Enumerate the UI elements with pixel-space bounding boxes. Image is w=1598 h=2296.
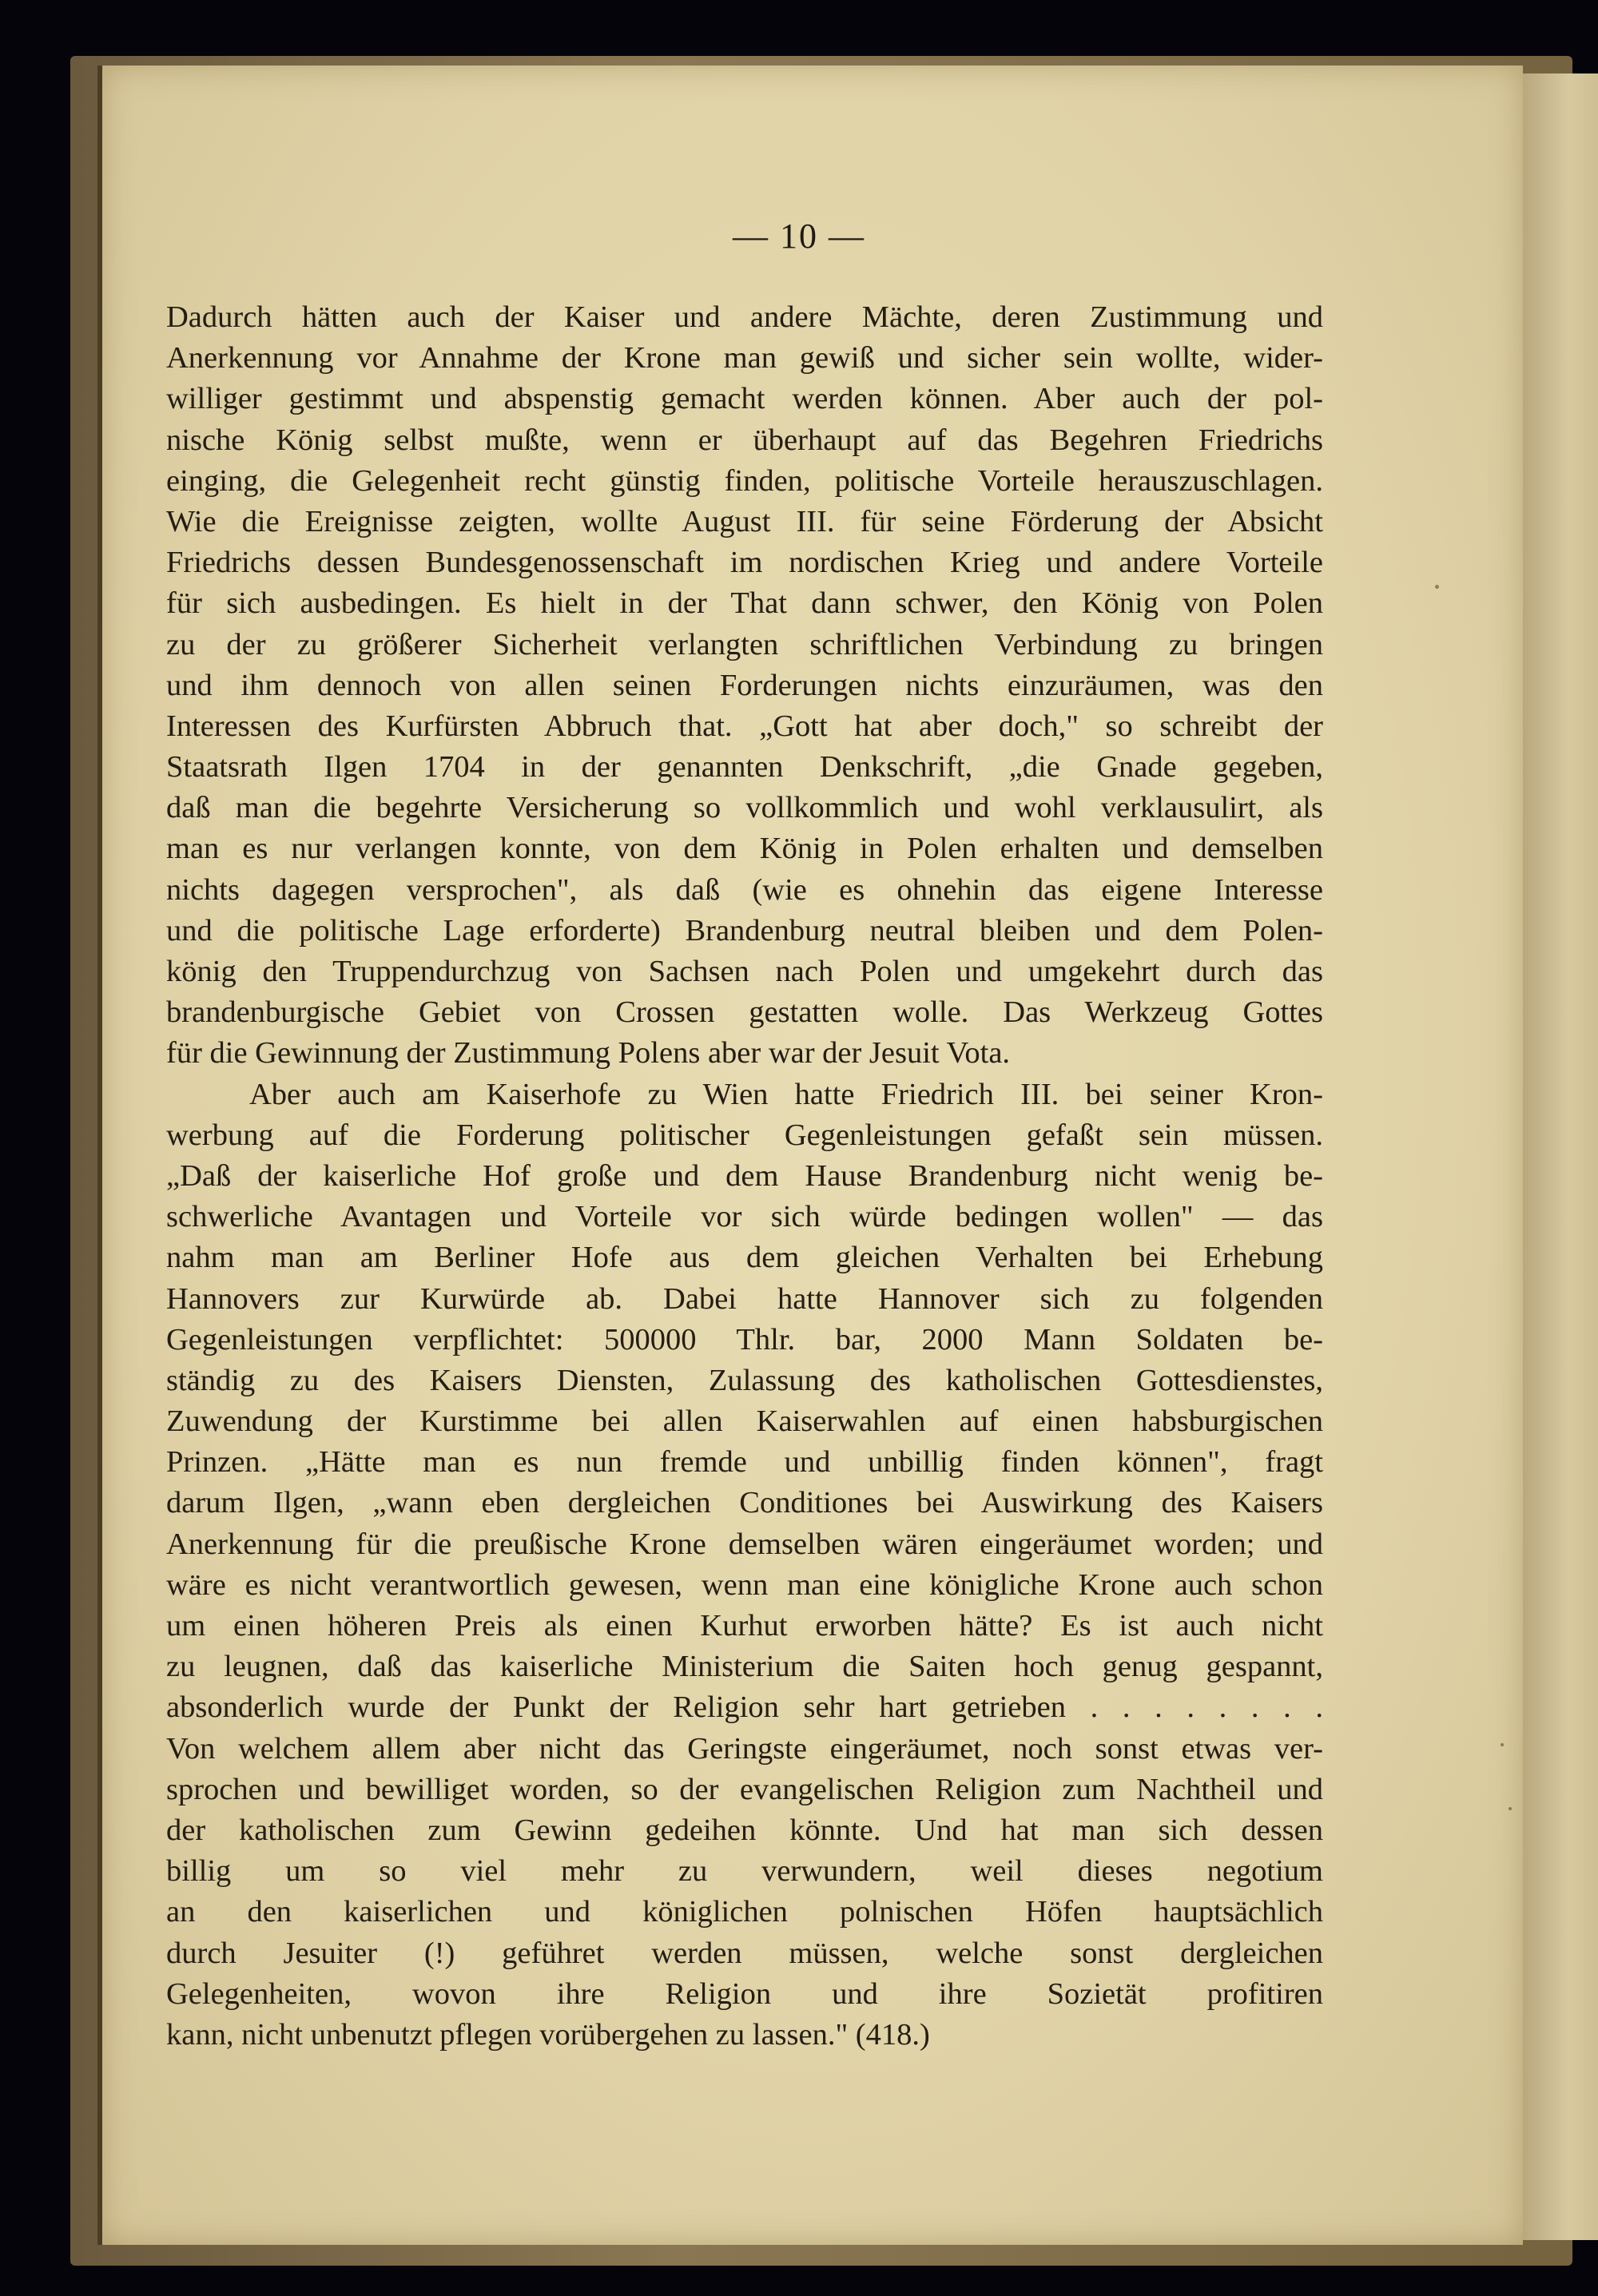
text-line: und die politische Lage erforderte) Brandenburg neutral bleiben und dem Polen- bbox=[166, 913, 1323, 947]
text-line: für sich ausbedingen. Es hielt in der That dann schwer, den König von Polen bbox=[166, 586, 1323, 621]
page-number: — 10 — bbox=[733, 216, 865, 256]
text-line: schwerliche Avantagen und Vorteile vor sich würde bedingen wollen" — das bbox=[166, 1200, 1323, 1234]
text-line: werbung auf die Forderung politischer Gegenleistungen gefaßt sein müssen. bbox=[166, 1118, 1323, 1152]
text-line: darum Ilgen, „wann eben dergleichen Conditiones bei Auswirkung des Kaisers bbox=[166, 1486, 1323, 1520]
text-line: für die Gewinnung der Zustimmung Polens aber war der Jesuit Vota. bbox=[166, 1036, 1011, 1071]
paper-speck bbox=[1435, 585, 1439, 589]
text-line: könig den Truppendurchzug von Sachsen nach Polen und umgekehrt durch das bbox=[166, 955, 1323, 988]
text-line: Von welchem allem aber nicht das Geringste eingeräumet, noch sonst etwas ver- bbox=[166, 1731, 1323, 1766]
text-line: um einen höheren Preis als einen Kurhut erworben hätte? Es ist auch nicht bbox=[166, 1609, 1323, 1643]
text-line: zu leugnen, daß das kaiserliche Ministerium die Saiten hoch genug gespannt, bbox=[166, 1650, 1323, 1684]
text-line: ständig zu des Kaisers Diensten, Zulassung des katholischen Gottesdienstes, bbox=[166, 1363, 1323, 1397]
text-line: daß man die begehrte Versicherung so vollkommlich und wohl verklausulirt, als bbox=[166, 791, 1323, 825]
text-line: Hannovers zur Kurwürde ab. Dabei hatte Hannover sich zu folgenden bbox=[166, 1281, 1323, 1316]
text-line: Dadurch hätten auch der Kaiser und andere Mächte, deren Zustimmung und bbox=[166, 300, 1323, 334]
text-line: Aber auch am Kaiserhofe zu Wien hatte Friedrich III. bei seiner Kron- bbox=[249, 1077, 1323, 1111]
text-line: einging, die Gelegenheit recht günstig finden, politische Vorteile herauszuschlagen. bbox=[166, 463, 1323, 498]
text-line: nische König selbst mußte, wenn er überhaupt auf das Begehren Friedrichs bbox=[166, 423, 1323, 457]
text-line: Friedrichs dessen Bundesgenossenschaft im nordischen Krieg und andere Vorteile bbox=[166, 546, 1323, 580]
paper-speck bbox=[1501, 1743, 1504, 1746]
text-line: Anerkennung vor Annahme der Krone man gewiß und sicher sein wollte, wider- bbox=[166, 341, 1323, 375]
text-line: Prinzen. „Hätte man es nun fremde und unbillig finden können", fragt bbox=[166, 1445, 1323, 1480]
text-line: Gegenleistungen verpflichtet: 500000 Thlr. bar, 2000 Mann Soldaten be- bbox=[166, 1322, 1323, 1357]
text-line: Wie die Ereignisse zeigten, wollte August III. für seine Förderung der Absicht bbox=[166, 504, 1323, 538]
text-line: sprochen und bewilliget worden, so der evangelischen Religion zum Nachtheil und bbox=[166, 1772, 1323, 1806]
paper-speck bbox=[1509, 1807, 1512, 1810]
text-line: billig um so viel mehr zu verwundern, weil dieses negotium bbox=[166, 1854, 1323, 1889]
text-line: williger gestimmt und abspenstig gemacht werden können. Aber auch der pol- bbox=[166, 382, 1323, 416]
text-line: und ihm dennoch von allen seinen Forderungen nichts einzuräumen, was den bbox=[166, 668, 1323, 702]
text-line: der katholischen zum Gewinn gedeihen könnte. Und hat man sich dessen bbox=[166, 1813, 1323, 1847]
text-line: Interessen des Kurfürsten Abbruch that. „Gott hat aber doch," so schreibt der bbox=[166, 709, 1323, 743]
text-line: zu der zu größerer Sicherheit verlangten schriftlichen Verbindung zu bringen bbox=[166, 627, 1323, 661]
text-line: kann, nicht unbenutzt pflegen vorübergehen zu lassen." (418.) bbox=[166, 2017, 930, 2052]
text-line: nahm man am Berliner Hofe aus dem gleichen Verhalten bei Erhebung bbox=[166, 1241, 1323, 1275]
text-line: „Daß der kaiserliche Hof große und dem Hause Brandenburg nicht wenig be- bbox=[166, 1158, 1323, 1193]
text-line: Zuwendung der Kurstimme bei allen Kaiserwahlen auf einen habsburgischen bbox=[166, 1404, 1323, 1439]
body-text bbox=[166, 297, 1323, 2056]
text-line: Anerkennung für die preußische Krone demselben wären eingeräumet worden; und bbox=[166, 1527, 1323, 1561]
text-line: Staatsrath Ilgen 1704 in der genannten Denkschrift, „die Gnade gegeben, bbox=[166, 750, 1323, 785]
text-line: brandenburgische Gebiet von Crossen gestatten wolle. Das Werkzeug Gottes bbox=[166, 995, 1323, 1030]
adjacent-page-edge bbox=[1518, 73, 1598, 2240]
text-line: absonderlich wurde der Punkt der Religion sehr hart getrieben . . . . . . . . bbox=[166, 1690, 1323, 1725]
text-line: nichts dagegen versprochen", als daß (wie es ohnehin das eigene Interesse bbox=[166, 872, 1323, 907]
text-line: Gelegenheiten, wovon ihre Religion und ihre Sozietät profitiren bbox=[166, 1976, 1323, 2011]
text-line: man es nur verlangen konnte, von dem König in Polen erhalten und demselben bbox=[166, 832, 1323, 866]
text-line: an den kaiserlichen und königlichen polnischen Höfen hauptsächlich bbox=[166, 1895, 1323, 1929]
text-line: wäre es nicht verantwortlich gewesen, wenn man eine königliche Krone auch schon bbox=[166, 1567, 1323, 1602]
text-line: durch Jesuiter (!) geführet werden müssen, welche sonst dergleichen bbox=[166, 1936, 1323, 1970]
